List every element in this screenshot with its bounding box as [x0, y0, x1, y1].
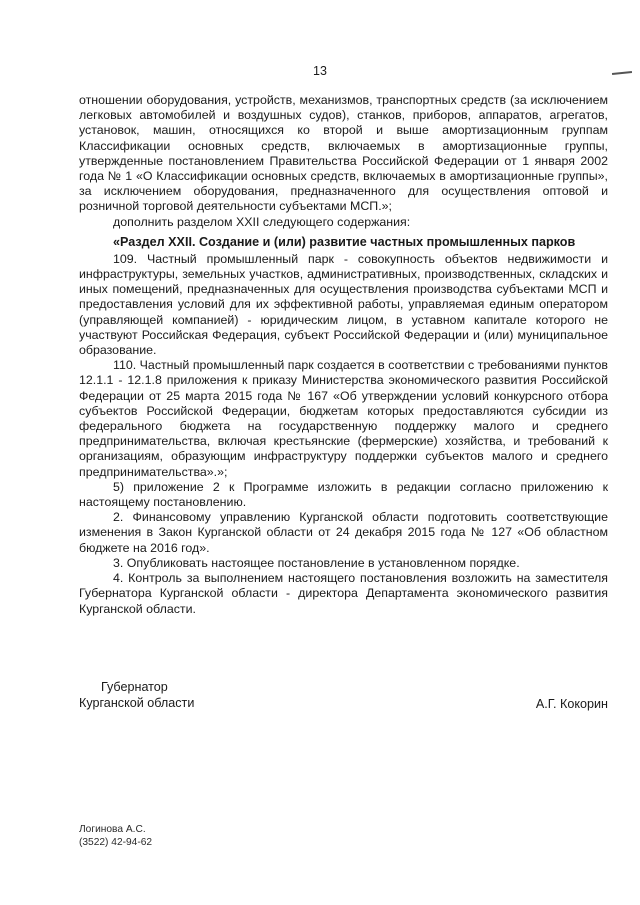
paragraph-4: 4. Контроль за выполнением настоящего постановления возложить на заместителя Губернатора Курганской области - директора Департамента экономического развития Курганской области.	[79, 571, 608, 616]
signatory-title	[79, 680, 194, 711]
paragraph-continuation: отношении оборудования, устройств, механизмов, транспортных средств (за исключением легковых автомобилей и воздушных судов), станков, приборов, аппаратов, агрегатов, установок, машин, относящихся ко второй и выше амортизационным группам Классификации основных средств, включаемых в амортизационные группы, утвержденные постановлением Правительства Российской Федерации от 1 января 2002 года № 1 «О Классификации основных средств, включаемых в амортизационные группы», за исключением оборудования, предназначенного для осуществления оптовой и розничной торговой деятельности субъектами МСП.»;	[79, 93, 608, 214]
document-body	[79, 93, 608, 617]
page-number: 13	[313, 64, 327, 78]
paragraph-109: 109. Частный промышленный парк - совокупность объектов недвижимости и инфраструктуры, земельных участков, административных, производственных, складских и иных помещений, предназначенных для осуществления производства субъектами МСП и предоставления условий для их эффективной работы, управляемая единым оператором (управляющей компанией) - юридическим лицом, в уставном капитале которого не участвуют Российская Федерация, субъект Российской Федерации и (или) муниципальное образование.	[79, 251, 608, 358]
signatory-name: А.Г. Кокорин	[535, 697, 608, 711]
paragraph-item-5: 5) приложение 2 к Программе изложить в редакции согласно приложению к настоящему постановлению.	[79, 479, 608, 510]
section-heading: «Раздел XXII. Создание и (или) развитие частных промышленных парков	[113, 234, 576, 249]
executor-contact	[79, 823, 152, 849]
executor-phone: (3522) 42-94-62	[79, 837, 153, 848]
signatory-role-line2: Курганской области	[79, 695, 195, 710]
executor-name: Логинова А.С.	[79, 824, 146, 835]
paragraph-3: 3. Опубликовать настоящее постановление в установленном порядке.	[113, 555, 520, 570]
paragraph-2: 2. Финансовому управлению Курганской области подготовить соответствующие изменения в Закон Курганской области от 24 декабря 2015 года № 127 «Об областном бюджете на 2016 год».	[79, 510, 608, 555]
paragraph-110: 110. Частный промышленный парк создается в соответствии с требованиями пунктов 12.1.1 - 12.1.8 приложения к приказу Министерства экономического развития Российской Федерации от 25 марта 2015 года № 167 «Об утверждении условий конкурсного отбора субъектов Российской Федерации, бюджетам которых предоставляются субсидии из федерального бюджета на государственную поддержку малого и среднего предпринимательства, включая крестьянские (фермерские) хозяйства, и требований к организациям, образующим инфраструктуру поддержки субъектов малого и среднего предпринимательства».»;	[79, 358, 608, 479]
paragraph-add-section: дополнить разделом XXII следующего содержания:	[113, 214, 411, 229]
signatory-role-line1: Губернатор	[101, 680, 168, 694]
